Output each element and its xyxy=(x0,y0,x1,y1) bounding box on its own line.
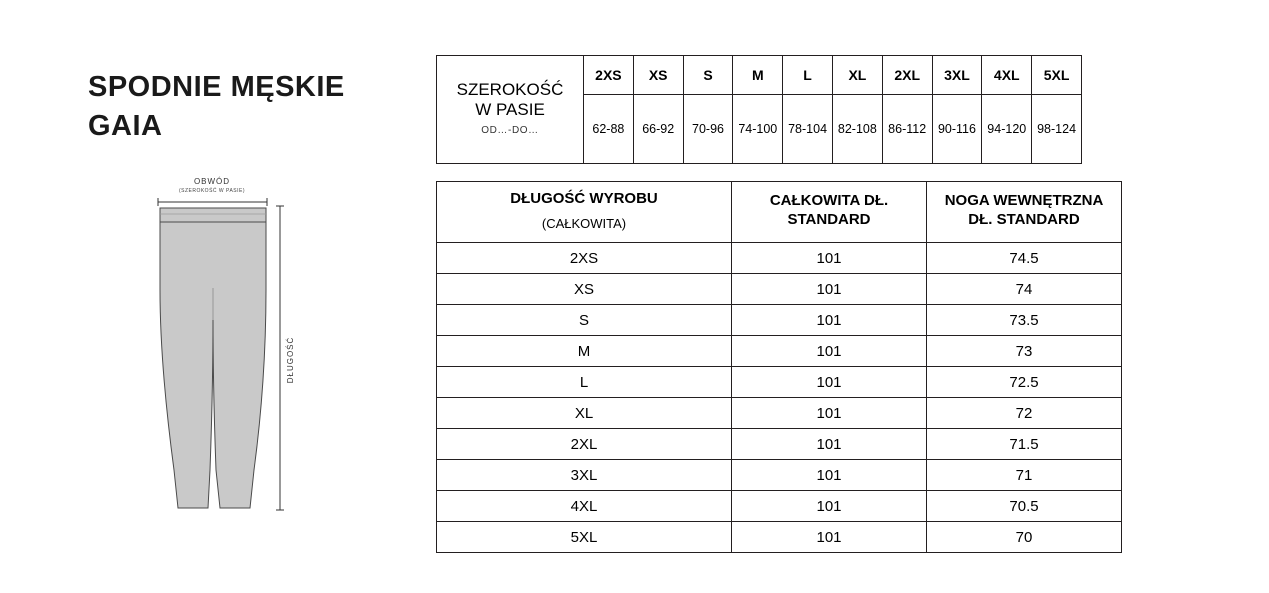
table-row-header xyxy=(437,56,1082,95)
row-size: XL xyxy=(437,398,732,429)
row-total-length: 101 xyxy=(732,243,927,274)
row-total-length: 101 xyxy=(732,305,927,336)
table-row xyxy=(437,460,1122,491)
row-total-length: 101 xyxy=(732,522,927,553)
row-inseam-length: 72 xyxy=(927,398,1122,429)
size-header-cell: XL xyxy=(832,56,882,95)
row-inseam-length: 72.5 xyxy=(927,367,1122,398)
row-inseam-length: 74.5 xyxy=(927,243,1122,274)
diagram-waist-label: OBWÓD xyxy=(193,177,231,186)
waist-value-cell: 74-100 xyxy=(733,95,783,164)
row-inseam-length: 73 xyxy=(927,336,1122,367)
row-inseam-length: 73.5 xyxy=(927,305,1122,336)
waist-label-line2: W PASIE xyxy=(475,99,545,119)
table-row xyxy=(437,243,1122,274)
waist-value-cell: 66-92 xyxy=(633,95,683,164)
waist-value-cell: 98-124 xyxy=(1032,95,1082,164)
diagram-waist-sublabel: (SZEROKOŚĆ W PASIE) xyxy=(178,188,246,194)
row-total-length: 101 xyxy=(732,491,927,522)
waist-width-table xyxy=(436,55,1082,164)
row-inseam-length: 74 xyxy=(927,274,1122,305)
length-header-col2: CAŁKOWITA DŁ. STANDARD xyxy=(732,182,927,243)
trousers-diagram xyxy=(140,170,340,530)
waist-label-main: SZEROKOŚĆ xyxy=(456,80,564,100)
row-total-length: 101 xyxy=(732,274,927,305)
row-size: 5XL xyxy=(437,522,732,553)
size-header-cell: M xyxy=(733,56,783,95)
table-row xyxy=(437,522,1122,553)
row-size: XS xyxy=(437,274,732,305)
size-tables xyxy=(436,55,1246,553)
row-total-length: 101 xyxy=(732,336,927,367)
waist-row-label xyxy=(437,56,584,164)
waist-value-cell: 82-108 xyxy=(832,95,882,164)
waist-value-cell: 78-104 xyxy=(783,95,833,164)
waist-value-cell: 86-112 xyxy=(882,95,932,164)
size-header-cell: 4XL xyxy=(982,56,1032,95)
row-size: 4XL xyxy=(437,491,732,522)
row-inseam-length: 71.5 xyxy=(927,429,1122,460)
row-size: 3XL xyxy=(437,460,732,491)
size-header-cell: XS xyxy=(633,56,683,95)
waist-value-cell: 94-120 xyxy=(982,95,1032,164)
length-header-col1-sub: (CAŁKOWITA) xyxy=(541,215,627,231)
size-header-cell: 2XL xyxy=(882,56,932,95)
trousers-shape xyxy=(160,208,266,508)
row-size: M xyxy=(437,336,732,367)
size-header-cell: S xyxy=(683,56,733,95)
length-header-col1-main: DŁUGOŚĆ WYROBU xyxy=(510,190,658,207)
length-table xyxy=(436,181,1122,553)
row-inseam-length: 70.5 xyxy=(927,491,1122,522)
row-inseam-length: 70 xyxy=(927,522,1122,553)
row-inseam-length: 71 xyxy=(927,460,1122,491)
length-header-col1 xyxy=(437,182,732,243)
size-header-cell: 2XS xyxy=(584,56,634,95)
length-header-col3: NOGA WEWNĘTRZNA DŁ. STANDARD xyxy=(927,182,1122,243)
row-size: 2XS xyxy=(437,243,732,274)
waist-value-cell: 90-116 xyxy=(932,95,982,164)
table-row xyxy=(437,305,1122,336)
table-row xyxy=(437,367,1122,398)
size-header-cell: 5XL xyxy=(1032,56,1082,95)
waist-label-sub: OD…-DO… xyxy=(481,125,539,137)
table-row xyxy=(437,429,1122,460)
size-header-cell: L xyxy=(783,56,833,95)
table-row xyxy=(437,336,1122,367)
size-header-cell: 3XL xyxy=(932,56,982,95)
waist-value-cell: 70-96 xyxy=(683,95,733,164)
row-total-length: 101 xyxy=(732,460,927,491)
page-title: SPODNIE MĘSKIE GAIA xyxy=(88,71,345,143)
row-size: S xyxy=(437,305,732,336)
table-row xyxy=(437,274,1122,305)
waist-value-cell: 62-88 xyxy=(584,95,634,164)
table-row-header xyxy=(437,182,1122,243)
row-total-length: 101 xyxy=(732,398,927,429)
row-size: 2XL xyxy=(437,429,732,460)
row-total-length: 101 xyxy=(732,367,927,398)
diagram-length-label: DŁUGOŚĆ xyxy=(286,336,295,384)
row-size: L xyxy=(437,367,732,398)
product-illustration-panel xyxy=(0,0,430,593)
table-spacer xyxy=(436,164,1246,181)
table-row xyxy=(437,491,1122,522)
row-total-length: 101 xyxy=(732,429,927,460)
table-row xyxy=(437,398,1122,429)
